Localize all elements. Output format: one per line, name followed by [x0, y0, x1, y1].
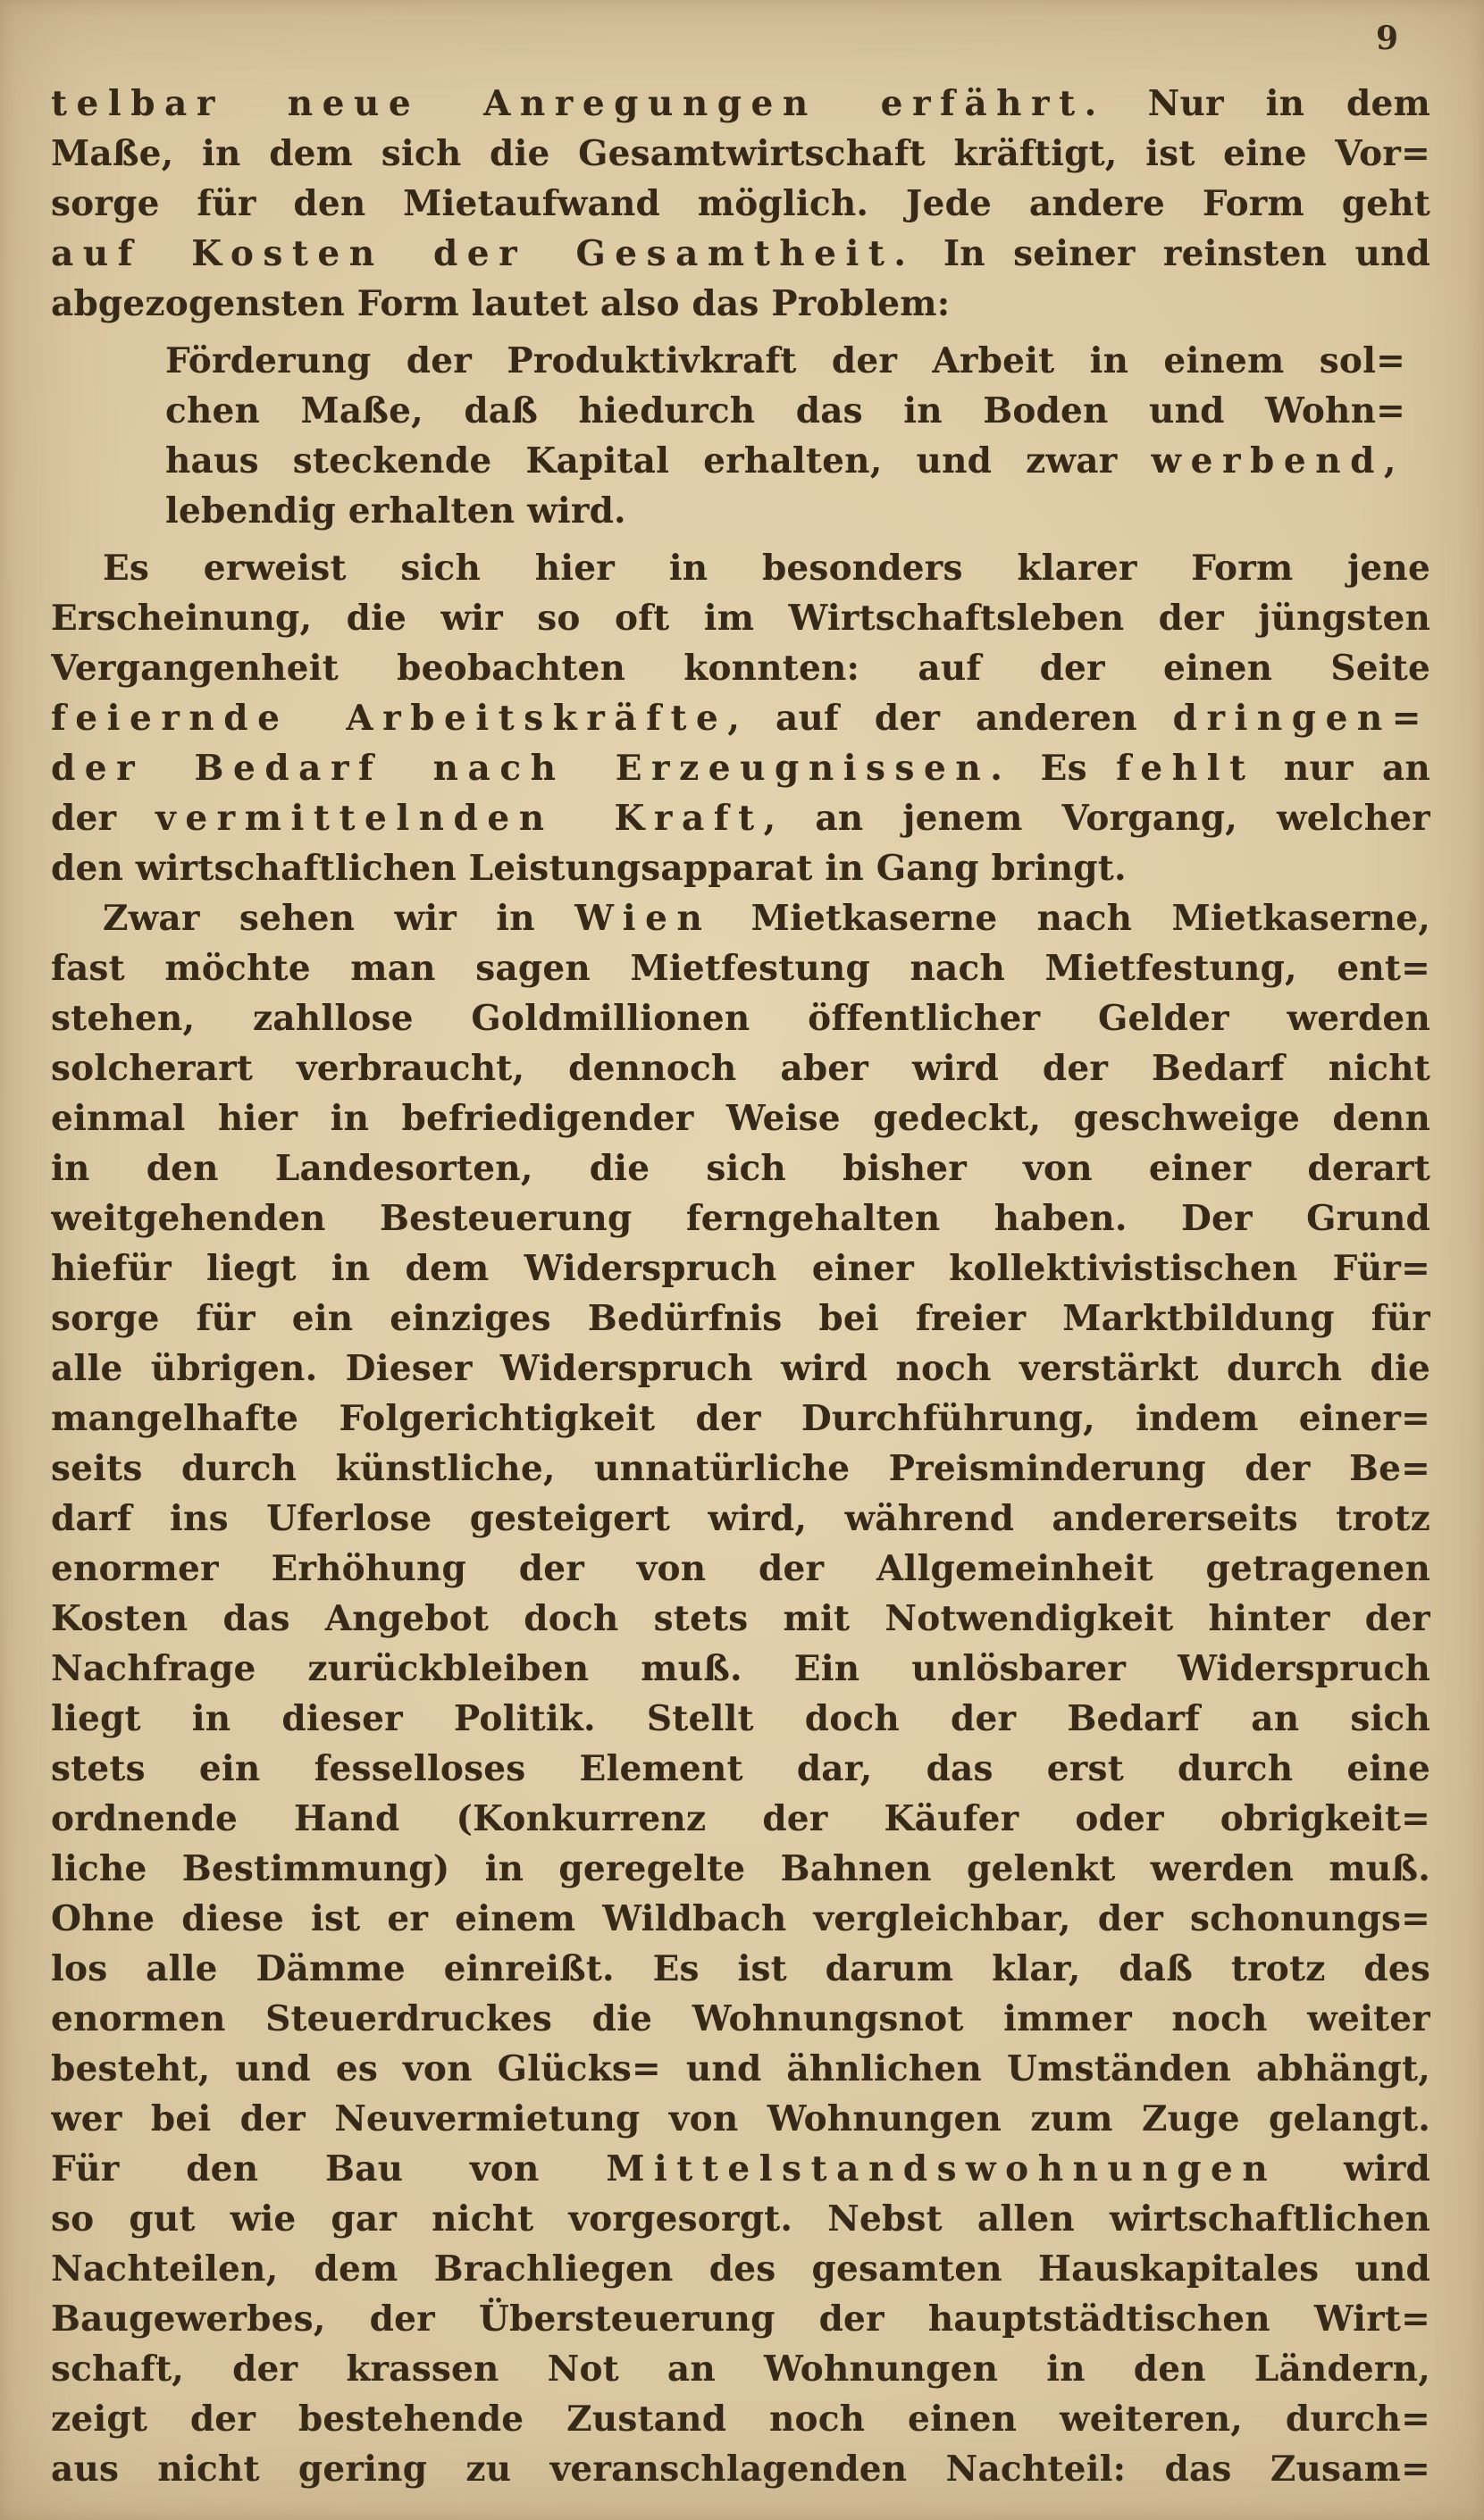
text-line — [51, 2144, 1430, 2194]
body-text: den wirtschaftlichen Leistungsapparat in Gang bringt. — [51, 848, 1127, 889]
body-text: los alle Dämme einreißt. Es ist darum klar, daß trotz des — [51, 1948, 1430, 1989]
text-line — [165, 436, 1405, 486]
text-line — [51, 179, 1430, 229]
text-line — [51, 1644, 1430, 1694]
text-line — [51, 1544, 1430, 1594]
text-line — [165, 336, 1405, 386]
body-text: ordnende Hand (Konkurrenz der Käufer oder obrigkeit= — [51, 1798, 1430, 1839]
body-text: haus steckende Kapital erhalten, und zwar — [165, 440, 1152, 481]
body-text: sorge für den Mietaufwand möglich. Jede andere Form geht — [51, 183, 1430, 224]
text-line — [51, 2244, 1430, 2294]
body-text: enormer Erhöhung der von der Allgemeinheit getragenen — [51, 1548, 1430, 1589]
text-line — [51, 1193, 1430, 1243]
emphasized-spaced-text: Wien — [574, 898, 712, 939]
text-line — [51, 279, 1430, 329]
body-text: zeigt der bestehende Zustand noch einen weiteren, durch= — [51, 2399, 1430, 2440]
body-text: weitgehenden Besteuerung ferngehalten haben. Der Grund — [51, 1198, 1430, 1239]
body-text: einmal hier in befriedigender Weise gedeckt, geschweige denn — [51, 1098, 1430, 1139]
text-line — [51, 643, 1430, 693]
text-line — [51, 2394, 1430, 2444]
paragraph — [51, 543, 1430, 893]
text-line — [51, 1844, 1430, 1894]
body-text: abgezogensten Form lautet also das Problem: — [51, 283, 951, 324]
body-text: Nur in dem — [1105, 83, 1430, 124]
text-line — [51, 229, 1430, 279]
body-text: stehen, zahllose Goldmillionen öffentlicher Gelder werden — [51, 998, 1430, 1039]
body-text: stets ein fesselloses Element dar, das erst durch eine — [51, 1748, 1430, 1789]
body-text: In seiner reinsten und — [915, 233, 1430, 274]
text-line — [51, 1243, 1430, 1293]
body-text: Nachfrage zurückbleiben muß. Ein unlösbarer Widerspruch — [51, 1648, 1430, 1689]
body-text: nur an — [1254, 748, 1430, 789]
body-text: enormen Steuerdruckes die Wohnungsnot immer noch weiter — [51, 1998, 1430, 2039]
text-line — [51, 129, 1430, 179]
body-text: besteht, und es von Glücks= und ähnlichen Umständen abhängt, — [51, 2048, 1430, 2089]
body-text: chen Maße, daß hiedurch das in Boden und Wohn= — [165, 390, 1405, 431]
emphasized-spaced-text: feiernde Arbeitskräfte — [51, 698, 728, 739]
text-line — [51, 1694, 1430, 1744]
text-line — [165, 486, 1405, 536]
emphasized-spaced-text: Mittelstandswohnungen — [606, 2148, 1278, 2189]
body-text: Es — [1011, 748, 1117, 789]
body-text: liegt in dieser Politik. Stellt doch der Bedarf an sich — [51, 1698, 1430, 1739]
body-text: wer bei der Neuvermietung von Wohnungen zum Zuge gelangt. — [51, 2098, 1430, 2139]
text-line — [51, 1794, 1430, 1844]
text-line — [51, 1444, 1430, 1494]
body-text: Zwar sehen wir in — [103, 898, 575, 939]
text-line — [51, 843, 1430, 893]
text-line — [51, 79, 1430, 129]
text-line — [51, 1344, 1430, 1394]
text-line — [51, 1043, 1430, 1093]
body-text: Mietkaserne nach Mietkaserne, — [711, 898, 1430, 939]
text-line — [51, 2194, 1430, 2244]
text-line — [51, 993, 1430, 1043]
text-line — [51, 2044, 1430, 2094]
body-text: so gut wie gar nicht vorgesorgt. Nebst allen wirtschaftlichen — [51, 2198, 1430, 2240]
body-text: Vergangenheit beobachten konnten: auf der einen Seite — [51, 648, 1430, 689]
text-line — [51, 1944, 1430, 1994]
text-line — [51, 2344, 1430, 2394]
body-text: , auf der anderen — [727, 698, 1173, 739]
paragraph — [51, 893, 1430, 2494]
body-text: aus nicht gering zu veranschlagenden Nachteil: das Zusam= — [51, 2449, 1430, 2490]
body-text: darf ins Uferlose gesteigert wird, während andererseits trotz — [51, 1498, 1430, 1539]
body-text: Es erweist sich hier in besonders klarer Form jene — [103, 548, 1430, 589]
body-text: sorge für ein einziges Bedürfnis bei freier Marktbildung für — [51, 1298, 1430, 1339]
text-line — [51, 1894, 1430, 1944]
text-line — [51, 1994, 1430, 2044]
emphasized-spaced-text: auf Kosten der Gesamtheit. — [51, 233, 916, 274]
page-number: 9 — [1375, 20, 1398, 57]
emphasized-spaced-text: telbar neue Anregungen erfährt. — [51, 83, 1106, 124]
body-text: , an jenem Vorgang, welcher — [763, 798, 1430, 839]
text-line — [51, 893, 1430, 943]
text-line — [51, 943, 1430, 993]
text-line — [51, 743, 1430, 793]
body-text: Für den Bau von — [51, 2148, 607, 2189]
body-text: Kosten das Angebot doch stets mit Notwendigkeit hinter der — [51, 1598, 1430, 1639]
text-line — [51, 1494, 1430, 1544]
emphasized-spaced-text: vermittelnden Kraft — [155, 798, 764, 839]
body-text: seits durch künstliche, unnatürliche Preisminderung der Be= — [51, 1448, 1430, 1489]
text-line — [51, 1293, 1430, 1344]
text-line — [51, 793, 1430, 843]
text-line — [51, 1394, 1430, 1444]
body-text: fast möchte man sagen Mietfestung nach Mietfestung, ent= — [51, 948, 1430, 989]
body-text: in den Landesorten, die sich bisher von einer derart — [51, 1148, 1430, 1189]
text-line — [51, 593, 1430, 643]
body-text: Nachteilen, dem Brachliegen des gesamten Hauskapitales und — [51, 2248, 1430, 2290]
body-text: Maße, in dem sich die Gesamtwirtschaft kräftigt, ist eine Vor= — [51, 133, 1430, 174]
body-text: solcherart verbraucht, dennoch aber wird der Bedarf nicht — [51, 1048, 1430, 1089]
body-text: Ohne diese ist er einem Wildbach vergleichbar, der schonungs= — [51, 1898, 1430, 1939]
text-line — [51, 1744, 1430, 1794]
emphasized-spaced-text: fehlt — [1116, 748, 1255, 789]
body-text: schaft, der krassen Not an Wohnungen in den Ländern, — [51, 2348, 1430, 2390]
text-line — [51, 2094, 1430, 2144]
body-text: Erscheinung, die wir so oft im Wirtschaftsleben der jüngsten — [51, 598, 1430, 639]
body-text: liche Bestimmung) in geregelte Bahnen gelenkt werden muß. — [51, 1848, 1430, 1889]
text-line — [51, 693, 1430, 743]
text-line — [51, 1143, 1430, 1193]
body-text: alle übrigen. Dieser Widerspruch wird noch verstärkt durch die — [51, 1348, 1430, 1389]
body-text: Baugewerbes, der Übersteuerung der hauptstädtischen Wirt= — [51, 2298, 1430, 2340]
emphasized-spaced-text: der Bedarf nach Erzeugnissen. — [51, 748, 1012, 789]
text-line — [51, 2444, 1430, 2494]
body-text: Förderung der Produktivkraft der Arbeit in einem sol= — [165, 340, 1405, 381]
block-quote — [165, 336, 1405, 536]
text-line — [51, 1594, 1430, 1644]
body-text: der — [51, 798, 156, 839]
body-text: mangelhafte Folgerichtigkeit der Durchführung, indem einer= — [51, 1398, 1430, 1439]
text-line — [165, 386, 1405, 436]
body-text: lebendig erhalten wird. — [165, 490, 626, 532]
body-text: hiefür liegt in dem Widerspruch einer kollektivistischen Für= — [51, 1248, 1430, 1289]
emphasized-spaced-text: dringen= — [1172, 698, 1430, 739]
emphasized-spaced-text: werbend, — [1151, 440, 1405, 481]
text-line — [51, 2294, 1430, 2344]
text-line — [51, 1093, 1430, 1143]
body-text: wird — [1277, 2148, 1430, 2189]
text-line — [51, 543, 1430, 593]
text-block — [51, 79, 1430, 2494]
paragraph — [51, 79, 1430, 329]
